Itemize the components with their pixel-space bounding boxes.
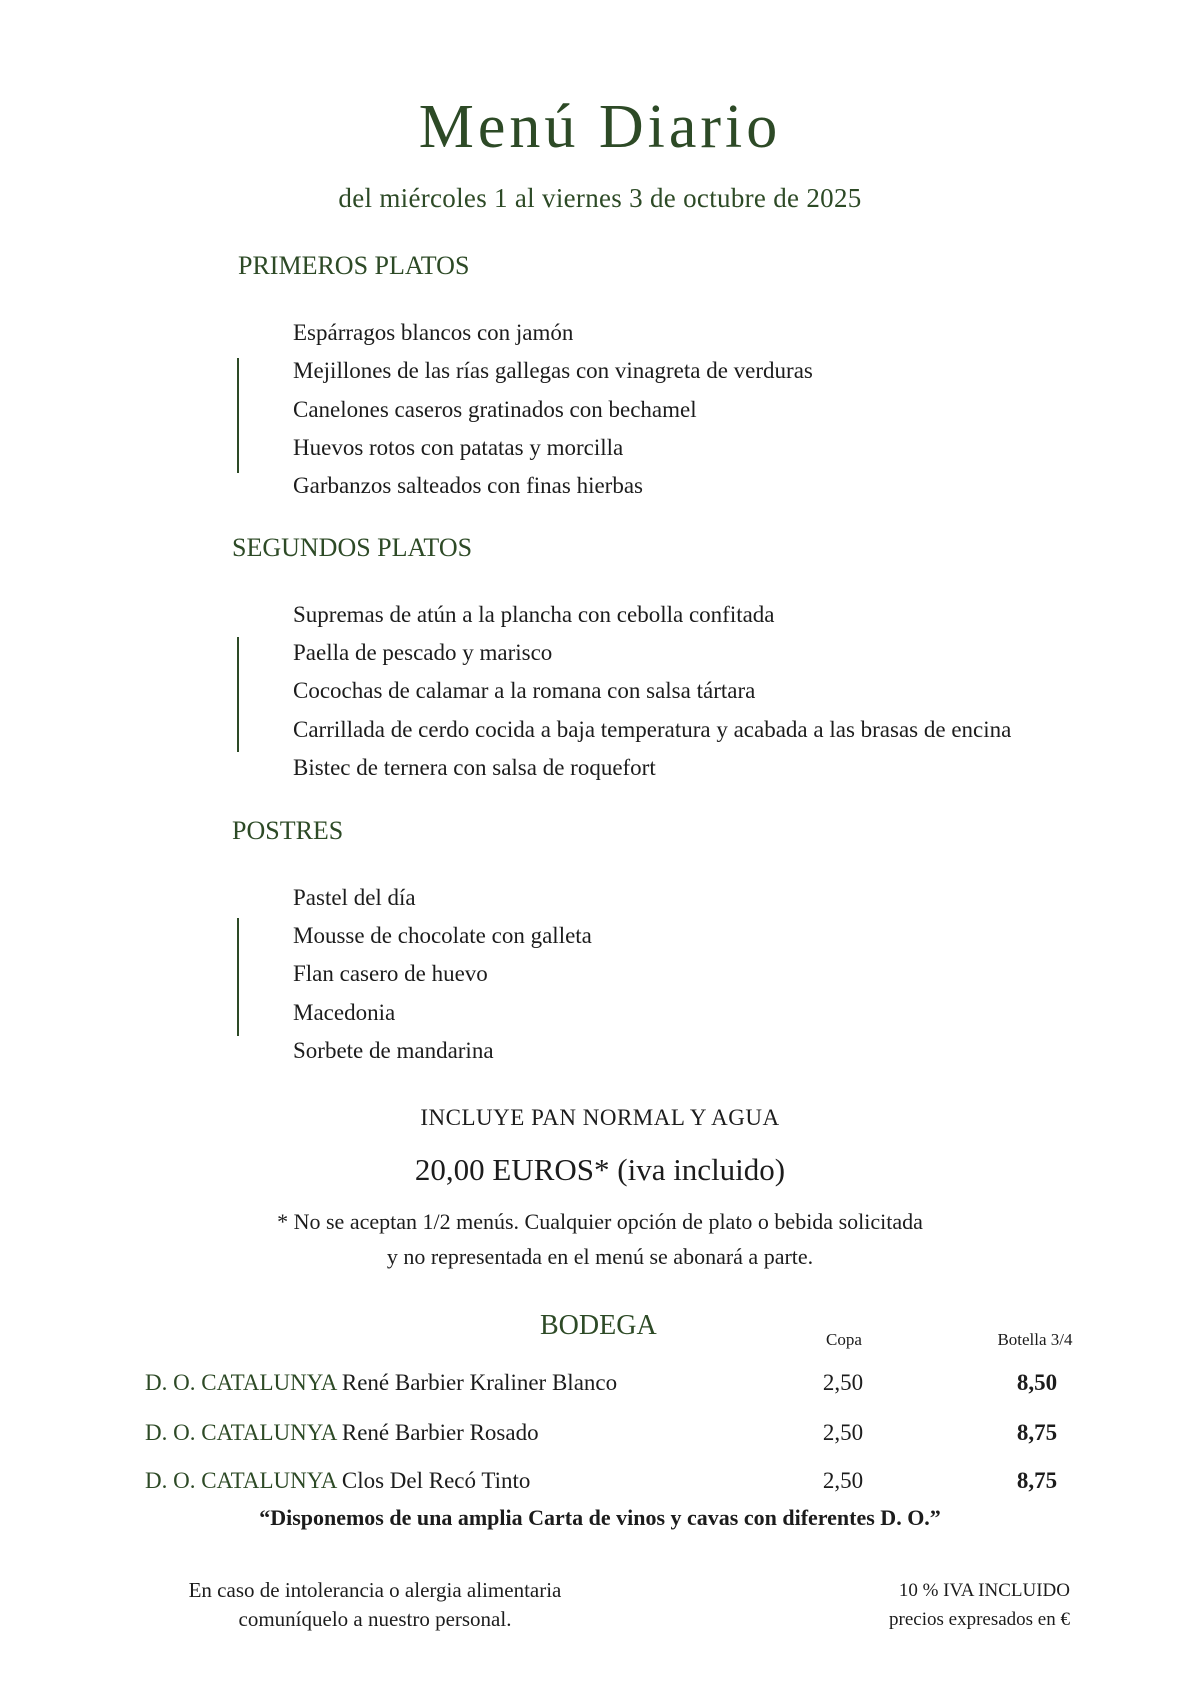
- section-heading-postres: POSTRES: [232, 816, 344, 845]
- note-line: y no representada en el menú se abonará a parte.: [386, 1244, 814, 1269]
- wine-denomination: D. O. CATALUNYA: [145, 1420, 337, 1445]
- allergy-line: En caso de intolerancia o alergia alimentaria: [188, 1578, 562, 1602]
- column-header-copa: Copa: [826, 1330, 862, 1349]
- currency-text: precios expresados en €: [889, 1609, 1070, 1630]
- wine-row: [145, 1420, 539, 1446]
- bodega-heading: BODEGA: [540, 1310, 657, 1341]
- dish-item: Mejillones de las rías gallegas con vinagreta de verduras: [293, 358, 813, 383]
- wine-price-copa: 2,50: [822, 1420, 864, 1445]
- tax-notice: [810, 1576, 1070, 1634]
- dish-item: Carrillada de cerdo cocida a baja temperatura y acabada a las brasas de encina: [293, 717, 1012, 742]
- wine-name: René Barbier Kraliner Blanco: [341, 1370, 618, 1395]
- wine-name: René Barbier Rosado: [341, 1420, 539, 1445]
- iva-text: 10 % IVA INCLUIDO: [898, 1580, 1070, 1601]
- wine-price-botella: 8,75: [1016, 1420, 1058, 1445]
- wine-row: [145, 1468, 530, 1494]
- wine-row: [145, 1370, 617, 1396]
- dish-item: Garbanzos salteados con finas hierbas: [293, 473, 643, 498]
- wine-price-botella: 8,75: [1016, 1468, 1058, 1493]
- dish-item: Pastel del día: [293, 885, 416, 910]
- dish-item: Sorbete de mandarina: [293, 1038, 494, 1063]
- dish-item: Supremas de atún a la plancha con cebolla confitada: [293, 602, 775, 627]
- column-header-botella: Botella 3/4: [997, 1330, 1073, 1349]
- menu-price: 20,00 EUROS* (iva incluido): [414, 1152, 786, 1187]
- wine-name: Clos Del Recó Tinto: [341, 1468, 531, 1493]
- date-range: del miércoles 1 al viernes 3 de octubre de 2025: [338, 183, 862, 213]
- wine-list-note: “Disponemos de una amplia Carta de vinos y cavas con diferentes D. O.”: [259, 1505, 941, 1530]
- dish-item: Mousse de chocolate con galleta: [293, 923, 592, 948]
- dish-item: Huevos rotos con patatas y morcilla: [293, 435, 624, 460]
- allergy-notice: [140, 1576, 610, 1634]
- page-title: Menú Diario: [418, 93, 782, 161]
- section-divider: [237, 637, 239, 752]
- wine-denomination: D. O. CATALUNYA: [145, 1468, 337, 1493]
- dish-item: Cocochas de calamar a la romana con salsa tártara: [293, 678, 756, 703]
- wine-price-copa: 2,50: [822, 1468, 864, 1493]
- section-heading-segundos: SEGUNDOS PLATOS: [232, 533, 473, 562]
- dish-item: Espárragos blancos con jamón: [293, 320, 574, 345]
- dish-item: Canelones caseros gratinados con bechamel: [293, 397, 697, 422]
- note-line: * No se aceptan 1/2 menús. Cualquier opción de plato o bebida solicitada: [277, 1209, 923, 1234]
- dish-item: Paella de pescado y marisco: [293, 640, 553, 665]
- menu-note: [0, 1204, 1200, 1274]
- dish-item: Flan casero de huevo: [293, 961, 488, 986]
- wine-denomination: D. O. CATALUNYA: [145, 1370, 337, 1395]
- section-heading-primeros: PRIMEROS PLATOS: [238, 251, 470, 280]
- dish-item: Bistec de ternera con salsa de roquefort: [293, 755, 656, 780]
- wine-price-copa: 2,50: [822, 1370, 864, 1395]
- allergy-line: comuníquelo a nuestro personal.: [238, 1607, 512, 1631]
- includes-text: INCLUYE PAN NORMAL Y AGUA: [420, 1105, 780, 1130]
- section-divider: [237, 358, 239, 473]
- section-divider: [237, 918, 239, 1036]
- dish-item: Macedonia: [293, 1000, 396, 1025]
- wine-price-botella: 8,50: [1016, 1370, 1058, 1395]
